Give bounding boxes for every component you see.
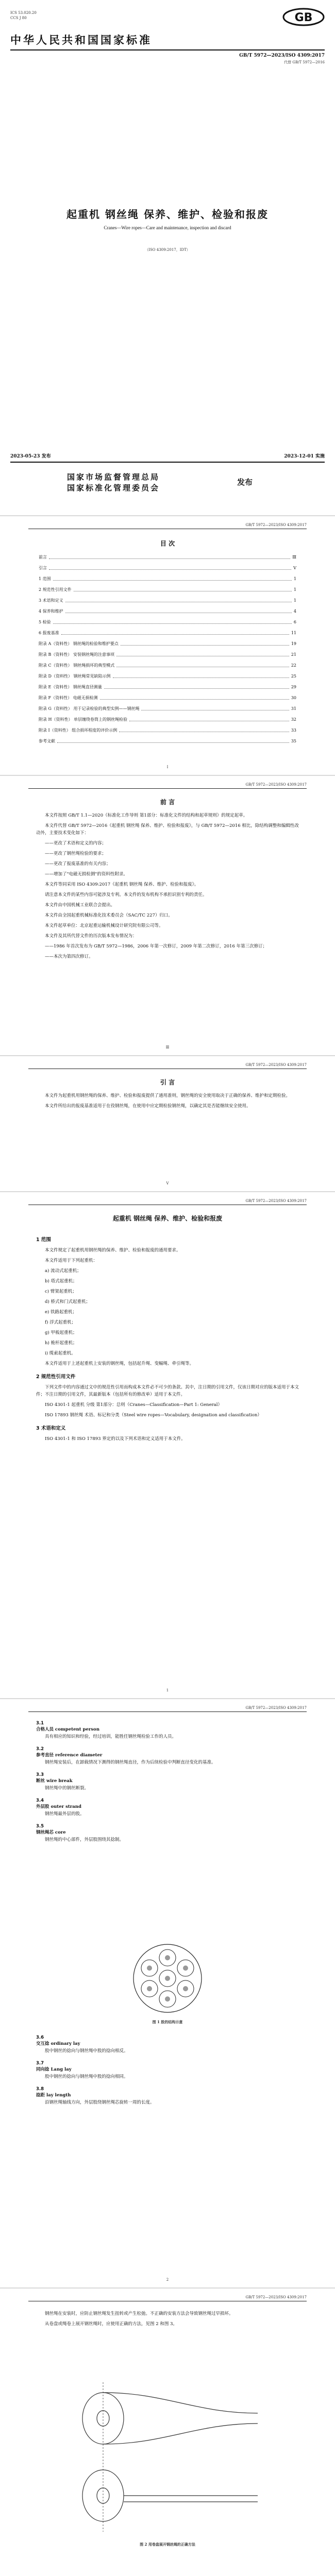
toc-leader	[129, 717, 289, 721]
toc-entry-page: 32	[291, 717, 296, 722]
toc-entry-page: 31	[291, 706, 296, 711]
toc-entry-page: 21	[291, 652, 296, 657]
toc-entry-title: 6 报废基准	[39, 631, 59, 635]
term-definition: 钢丝绳最外层的股。	[45, 1811, 85, 1817]
toc-entry-page: 29	[291, 685, 296, 689]
idt-note: （ISO 4309:2017，IDT）	[145, 248, 190, 252]
care-page	[0, 2290, 335, 2576]
page-gap	[0, 1055, 335, 1056]
section-heading: 1 范围	[36, 1237, 51, 1243]
preface-page	[0, 777, 335, 1055]
paragraph: 本文件及其所代替文件的历次版本发布情况为：	[45, 934, 137, 939]
toc-title: 目 次	[160, 540, 175, 547]
toc-entry-page: 25	[291, 674, 296, 679]
page-number: 1	[166, 1688, 169, 1692]
paragraph: d) 桥式和门式起重机；	[45, 1299, 90, 1304]
toc-leader	[61, 630, 289, 635]
term-name: 捻距 lay length	[36, 2093, 71, 2098]
intro-page	[0, 1057, 335, 1191]
paragraph: 本文件代替 GB/T 5972—2016《起重机 钢丝绳 保养、维护、检验和报废》，与 GB/T 5972—2016 相比，除结构调整和编辑性改动外，主要技术变化如下：	[36, 823, 299, 836]
toc-entry-page: 4	[293, 609, 296, 614]
toc-entry[interactable]	[39, 673, 296, 680]
toc-entry-title: 4 保养和维护	[39, 609, 63, 614]
toc-entry-title: 2 规范性引用文件	[39, 587, 72, 592]
paragraph: a) 流动式起重机；	[45, 1268, 81, 1274]
toc-leader	[100, 695, 289, 700]
header-number: GB/T 5972—2023/ISO 4309:2017	[245, 1063, 307, 1067]
paragraph: g) 甲板起重机；	[45, 1330, 77, 1335]
toc-entry-title: 附录 A（资料性） 钢丝绳的检验和维护要点	[39, 641, 119, 646]
term-definition: 钢丝绳中的钢丝断裂。	[45, 1786, 89, 1791]
issuer-block	[67, 471, 253, 493]
toc-entry-page: 35	[291, 739, 296, 743]
toc-entry-title: 附录 E（资料性） 钢丝绳直径测量	[39, 685, 102, 689]
toc-entry[interactable]	[39, 554, 296, 561]
toc-entry-page: Ⅲ	[292, 555, 296, 560]
toc-entry-title: 附录 F（资料性） 电磁无损检测	[39, 696, 98, 700]
toc-leader	[116, 663, 289, 667]
term-entry	[36, 1772, 299, 1792]
page-number: Ⅰ	[166, 765, 169, 769]
toc-entry-page: 1	[293, 587, 296, 592]
paragraph: b) 塔式起重机；	[45, 1279, 77, 1284]
cover-rule	[10, 49, 325, 50]
toc-entry-title: 附录 C（资料性） 钢丝绳损坏的典型模式	[39, 663, 115, 668]
figure-2-drawing	[62, 2382, 273, 2537]
toc-entry[interactable]	[39, 706, 296, 712]
terms-body	[36, 1721, 299, 1850]
toc-entry-title: 附录 D（资料性） 钢丝绳常见缺陷示例	[39, 674, 111, 679]
publish-date: 2023-05-23 发布	[10, 454, 51, 459]
paragraph: 本文件按照 GB/T 1.1—2020《标准化工作导则 第1部分：标准化文件的结构和起草规则》的规定起草。	[45, 813, 248, 818]
toc-entry-title: 附录 I（资料性） 组合损坏程度的评价示例	[39, 728, 118, 733]
toc-leader	[116, 652, 289, 656]
toc-leader	[65, 598, 292, 602]
paragraph: ——1986 年首次发布为 GB/T 5972—1986，2006 年第一次修订，2009 年第二次修订，2016 年第三次修订；	[45, 944, 267, 949]
term-number: 3.4	[36, 1798, 44, 1803]
terms-page	[0, 1700, 335, 2287]
paragraph: 本文件适用于下列起重机：	[45, 1258, 98, 1263]
ccs-code: CCS J 80	[10, 16, 27, 20]
ics-code: ICS 53.020.20	[10, 11, 37, 15]
paragraph: i) 缆索起重机。	[45, 1351, 76, 1356]
paragraph: f) 浮式起重机；	[45, 1320, 76, 1325]
term-definition: 具有相应的知识和经验，经过培训，能胜任钢丝绳检验工作的人员。	[45, 1734, 177, 1739]
figure-2-caption: 图 2 用卷盘展开钢丝绳的正确方法	[140, 2542, 195, 2547]
toc-entry[interactable]	[39, 641, 296, 647]
toc-entry-title: 3 术语和定义	[39, 598, 63, 603]
toc-entry-page: 1	[293, 577, 296, 581]
issuer-2: 国家标准化管理委员会	[67, 483, 160, 493]
toc-entry-page: 30	[291, 696, 296, 700]
header-number: GB/T 5972—2023/ISO 4309:2017	[245, 1199, 307, 1203]
toc-leader	[57, 738, 289, 743]
section-heading: 2 规范性引用文件	[36, 1374, 76, 1380]
term-number: 3.1	[36, 1721, 44, 1726]
toc-entry[interactable]	[39, 727, 296, 734]
toc-entry[interactable]	[39, 663, 296, 669]
paragraph: ——更改了钢丝绳检验的要求；	[45, 851, 107, 856]
toc-entry[interactable]	[39, 717, 296, 723]
paragraph: ——增加了"电磁无损检测"的资料性附录。	[45, 872, 128, 877]
intro-body	[36, 1092, 299, 1113]
toc-entry[interactable]	[39, 598, 296, 604]
toc-page	[0, 517, 335, 775]
toc-entry-title: 参考文献	[39, 739, 55, 743]
intro-title: 引 言	[160, 1079, 175, 1086]
preface-body	[36, 812, 299, 963]
term-name: 参考直径 reference diameter	[36, 1753, 103, 1758]
paragraph: h) 桅杆起重机；	[45, 1341, 77, 1346]
toc-leader	[65, 608, 292, 613]
toc-entry[interactable]	[39, 684, 296, 690]
term-number: 3.2	[36, 1747, 44, 1752]
term-number: 3.8	[36, 2087, 44, 2092]
toc-entry[interactable]	[39, 630, 296, 636]
issue-word: 发布	[237, 478, 253, 487]
strand-diagram	[131, 1942, 204, 2014]
paragraph: 本文件为起重机用钢丝绳的保养、维护、检验和报废提供了通用准则，钢丝绳的安全使用取决于正确的保养、维护和定期检验。	[45, 1093, 291, 1098]
header-number: GB/T 5972—2023/ISO 4309:2017	[245, 2295, 307, 2299]
toc-leader	[74, 587, 292, 591]
gb-logo	[282, 7, 325, 27]
toc-entry[interactable]	[39, 576, 296, 582]
paragraph: 本文件由全国起重机械标准化技术委员会（SAC/TC 227）归口。	[45, 913, 173, 918]
page-gap	[0, 515, 335, 516]
toc-entry[interactable]	[39, 652, 296, 658]
replaces-note: 代替 GB/T 5972—2016	[284, 60, 325, 64]
paragraph: e) 铁路起重机；	[45, 1310, 77, 1315]
gb-logo-text: GB	[294, 11, 313, 24]
term-number: 3.7	[36, 2061, 44, 2066]
page-gap	[0, 775, 335, 776]
toc-entry-title: 附录 G（资料性） 用于记录检验的典型实例——钢丝绳	[39, 706, 140, 711]
toc-entry-page: 6	[293, 620, 296, 624]
term-entry	[36, 1721, 299, 1740]
toc-entry-page: Ⅴ	[293, 566, 296, 570]
toc-entry-page: 22	[291, 663, 296, 668]
term-entry	[36, 1824, 299, 1843]
header-rule	[28, 788, 307, 789]
term-entry	[36, 2087, 299, 2106]
paragraph: 本文件所给出的报废基准适用于在役钢丝绳，在使用中应定期检验钢丝绳，以确定其是否能继续安全使用。	[45, 1104, 251, 1109]
toc-leader	[53, 619, 292, 624]
paragraph: c) 臂架起重机；	[45, 1289, 77, 1294]
paragraph: 本文件由中国机械工业联合会提出。	[45, 903, 115, 908]
paragraph: 本文件起草单位：北京起重运输机械设计研究院有限公司等。	[45, 923, 163, 928]
standard-number: GB/T 5972—2023/ISO 4309:2017	[239, 53, 325, 58]
document-title-en: Cranes—Wire ropes—Care and maintenance, inspection and discard	[104, 225, 231, 230]
toc-entry[interactable]	[39, 619, 296, 625]
paragraph: 钢丝绳在安装时，应防止钢丝绳发生扭转或产生松弛。不正确的安装方法会导致钢丝绳过早损坏。	[45, 2311, 233, 2316]
toc-entry[interactable]	[39, 587, 296, 593]
toc-entry[interactable]	[39, 608, 296, 615]
toc-entry[interactable]	[39, 695, 296, 701]
term-name: 交互捻 ordinary lay	[36, 2041, 80, 2046]
header-number: GB/T 5972—2023/ISO 4309:2017	[245, 783, 307, 787]
toc-entry-page: 33	[291, 728, 296, 733]
term-definition: 钢丝绳安装后，在卸载情况下测得的钢丝绳直径，作为后续检验中判断直径变化的基准。	[45, 1760, 216, 1765]
toc-entry[interactable]	[39, 565, 296, 571]
toc-leader	[49, 565, 291, 570]
main-title: 起重机 钢丝绳 保养、维护、检验和报废	[112, 1215, 223, 1222]
paragraph: ISO 4301-1 和 ISO 17893 界定的以及下列术语和定义适用于本文件。	[45, 1436, 186, 1442]
paragraph: 下列文件中的内容通过文中的规范性引用而构成本文件必不可少的条款。其中，注日期的引用文件，仅该日期对应的版本适用于本文件；不注日期的引用文件，其最新版本（包括所有的修改单）适用于本文件。	[36, 1385, 299, 1397]
terms-more	[36, 2035, 299, 2112]
toc-leader	[113, 673, 289, 678]
term-name: 钢丝绳芯 core	[36, 1830, 66, 1835]
paragraph: ISO 17893 钢丝绳 术语、标记和分类（Steel wire ropes—Vocabulary, designation and classification）	[45, 1413, 262, 1418]
term-number: 3.6	[36, 2035, 44, 2040]
page-number: Ⅴ	[166, 1181, 169, 1185]
toc-entry-page: 11	[291, 631, 296, 635]
term-name: 断丝 wire break	[36, 1778, 73, 1784]
toc-leader	[141, 706, 289, 710]
main-page	[0, 1193, 335, 1698]
paragraph: 本文件等同采用 ISO 4309:2017《起重机 钢丝绳 保养、维护、检验和报废》。	[45, 882, 199, 887]
section-heading: 3 术语和定义	[36, 1426, 66, 1431]
toc-leader	[104, 684, 289, 689]
toc-entry-title: 附录 H（资料性） 单层缠绕卷筒上的钢丝绳检验	[39, 717, 128, 722]
page-number: 2	[166, 2278, 169, 2282]
term-entry	[36, 2061, 299, 2080]
page-gap	[0, 1191, 335, 1192]
toc-leader	[121, 641, 289, 646]
header-rule	[28, 1711, 307, 1712]
toc-entry-title: 前言	[39, 555, 47, 560]
document-title: 起重机 钢丝绳 保养、维护、检验和报废	[66, 208, 269, 221]
main-body	[36, 1230, 299, 1446]
term-entry	[36, 2035, 299, 2055]
term-entry	[36, 1798, 299, 1818]
toc-entry[interactable]	[39, 738, 296, 744]
term-definition: 股中钢丝的捻向与钢丝绳中股的捻向相同。	[45, 2074, 128, 2079]
standard-title: 中华人民共和国国家标准	[10, 33, 152, 46]
paragraph: 本文件适用于上述起重机上安装的钢丝绳，包括起升绳、变幅绳、牵引绳等。	[45, 1361, 194, 1366]
toc-leader	[49, 554, 290, 559]
term-name: 外层股 outer strand	[36, 1804, 81, 1809]
issuer-1: 国家市场监督管理总局	[67, 472, 160, 482]
toc-entry-page: 1	[293, 598, 296, 603]
term-number: 3.5	[36, 1824, 44, 1829]
toc-entry-title: 附录 B（资料性） 安装钢丝绳的注意事项	[39, 652, 114, 657]
page-number: Ⅲ	[165, 1045, 170, 1049]
header-number: GB/T 5972—2023/ISO 4309:2017	[245, 523, 307, 527]
term-name: 同向捻 Lang lay	[36, 2067, 72, 2072]
term-definition: 股中钢丝的捻向与钢丝绳中股的捻向相反。	[45, 2048, 128, 2054]
toc-leader	[53, 576, 292, 581]
paragraph: 请注意本文件的某些内容可能涉及专利。本文件的发布机构不承担识别专利的责任。	[45, 892, 207, 897]
figure-1-caption: 图 1 股的结构示意	[152, 2020, 183, 2024]
toc-leader	[119, 727, 289, 732]
term-number: 3.3	[36, 1772, 44, 1777]
care-body	[36, 2310, 299, 2331]
page-gap	[0, 2287, 335, 2289]
cover-page	[0, 0, 335, 515]
term-definition: 沿钢丝绳轴线方向，外层股绕钢丝绳芯旋转一周的长度。	[45, 2100, 155, 2105]
toc-entry-page: 19	[291, 641, 296, 646]
paragraph: 本文件规定了起重机用钢丝绳的保养、维护、检验和报废的通用要求。	[45, 1248, 181, 1253]
paragraph: ——本次为第四次修订。	[45, 954, 93, 959]
paragraph: ISO 4301-1 起重机 分级 第1部分：总则（Cranes—Classification—Part 1: General）	[45, 1402, 222, 1408]
toc-entry-title: 5 检验	[39, 620, 51, 624]
cover-bottom-rule	[10, 462, 325, 463]
paragraph: ——更改了术语和定义的内容；	[45, 841, 107, 846]
term-definition: 钢丝绳的中心部件，外层股围绕其捻制。	[45, 1837, 124, 1842]
header-number: GB/T 5972—2023/ISO 4309:2017	[245, 1706, 307, 1710]
term-entry	[36, 1747, 299, 1766]
term-name: 合格人员 competent person	[36, 1727, 100, 1732]
page-gap	[0, 1698, 335, 1699]
toc-entry-title: 引言	[39, 566, 47, 570]
preface-title: 前 言	[160, 799, 175, 806]
paragraph: 从卷盘或绳卷上展开钢丝绳时，应使用正确的方法，见图 2 和图 3。	[45, 2321, 177, 2327]
implement-date: 2023-12-01 实施	[284, 454, 325, 459]
paragraph: ——更改了报废基准的有关内容；	[45, 861, 111, 867]
toc-entry-title: 1 范围	[39, 577, 51, 581]
